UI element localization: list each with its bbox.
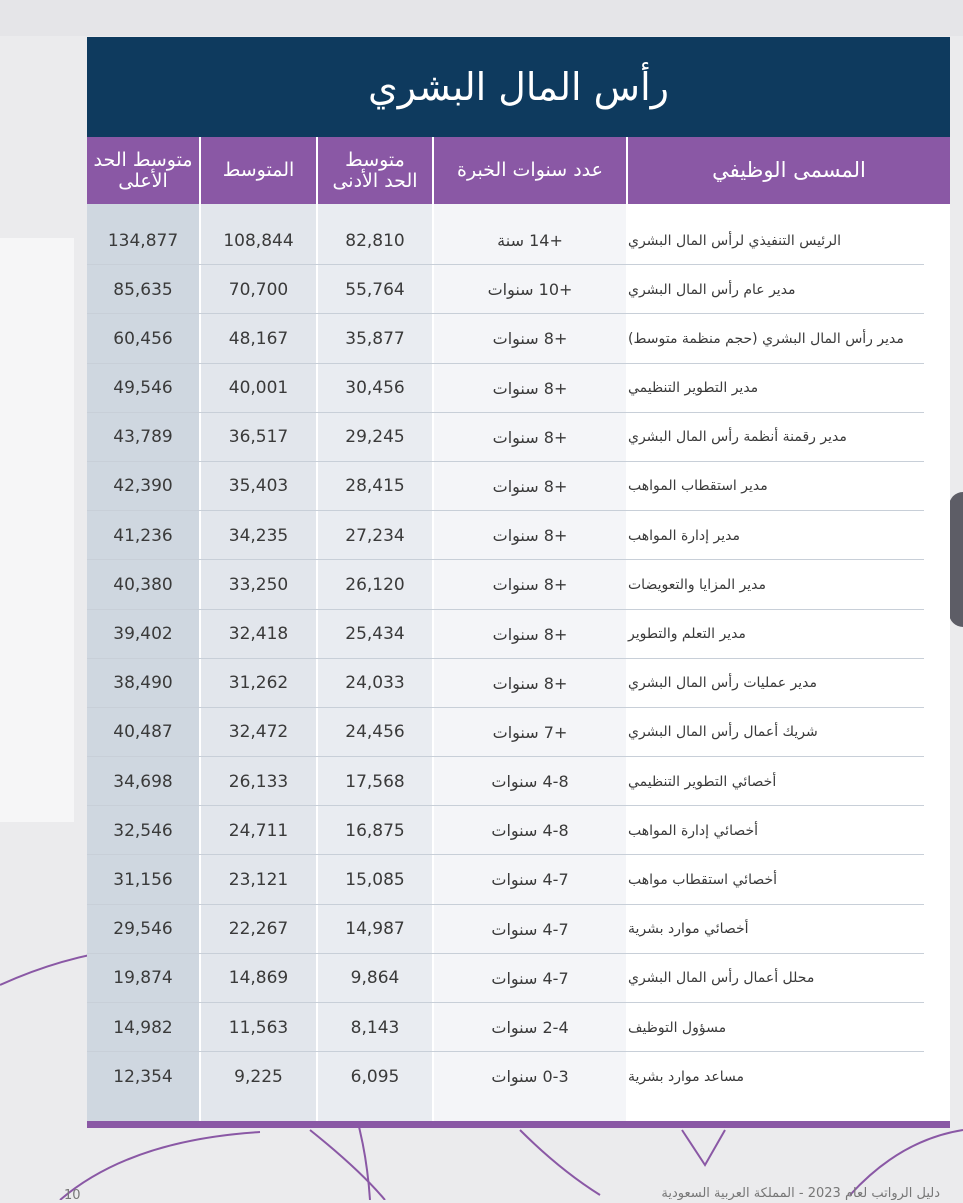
cell-avg-max: 41,236 (113, 525, 173, 546)
table-row (87, 855, 950, 904)
table-row (87, 1052, 950, 1101)
table-row (87, 954, 950, 1003)
table-body (87, 204, 950, 1122)
cell-avg-min: 28,415 (345, 476, 405, 497)
cell-avg-max: 14,982 (113, 1017, 173, 1038)
cell-job-title: مدير رقمنة أنظمة رأس المال البشري (628, 429, 847, 446)
cell-average: 48,167 (228, 328, 289, 349)
cell-avg-max: 38,490 (113, 673, 173, 694)
cell-average: 14,869 (228, 968, 289, 989)
cell-job-title: مدير التطوير التنظيمي (628, 380, 759, 397)
cell-job-title: أخصائي التطوير التنظيمي (628, 773, 777, 790)
cell-average: 26,133 (228, 771, 289, 792)
cell-avg-max: 31,156 (113, 869, 173, 890)
cell-job-title: مسؤول التوظيف (628, 1019, 727, 1036)
table-row (87, 1003, 950, 1052)
page-number: 10 (64, 1188, 81, 1203)
table-row (87, 610, 950, 659)
side-tab (949, 492, 963, 627)
table-row (87, 511, 950, 560)
cell-experience: 4-7 سنوات (491, 968, 569, 988)
cell-job-title: الرئيس التنفيذي لرأس المال البشري (628, 232, 842, 249)
cell-avg-max: 85,635 (113, 279, 173, 300)
bottom-accent-bar (87, 1121, 950, 1128)
cell-avg-max: 29,546 (113, 919, 173, 940)
cell-average: 31,262 (228, 673, 289, 694)
cell-avg-max: 40,380 (113, 574, 173, 595)
cell-avg-min: 9,864 (350, 968, 400, 989)
cell-average: 32,418 (228, 624, 289, 644)
cell-avg-min: 24,033 (345, 673, 405, 694)
cell-experience: +8 سنوات (492, 673, 568, 693)
cell-experience: +14 سنة (497, 231, 563, 250)
cell-job-title: أخصائي موارد بشرية (628, 921, 749, 938)
cell-average: 32,472 (228, 722, 289, 743)
cell-average: 108,844 (223, 230, 294, 251)
cell-experience: 4-8 سنوات (491, 772, 569, 792)
cell-avg-max: 32,546 (113, 820, 173, 841)
cell-experience: +8 سنوات (492, 476, 568, 496)
table-row (87, 757, 950, 806)
salary-table-panel (87, 37, 950, 1129)
cell-experience: +10 سنوات (487, 280, 573, 300)
cell-job-title: مدير عمليات رأس المال البشري (628, 675, 817, 692)
cell-avg-min: 27,234 (345, 525, 405, 546)
cell-job-title: مدير المزايا والتعويضات (628, 576, 767, 593)
cell-avg-min: 15,085 (345, 869, 405, 890)
cell-experience: 4-7 سنوات (491, 870, 569, 890)
cell-average: 22,267 (228, 919, 289, 940)
table-row (87, 413, 950, 462)
table-row (87, 314, 950, 363)
cell-avg-max: 19,874 (113, 968, 173, 989)
header-avg-max: متوسط الحد الأعلى (93, 148, 193, 192)
cell-average: 36,517 (228, 427, 289, 448)
table-title: رأس المال البشري (87, 37, 950, 137)
cell-avg-min: 8,143 (350, 1017, 400, 1038)
cell-experience: 0-3 سنوات (491, 1067, 569, 1087)
cell-job-title: محلل أعمال رأس المال البشري (628, 970, 815, 987)
header-avg-min: متوسط الحد الأدنى (332, 148, 418, 192)
cell-avg-min: 30,456 (345, 378, 405, 399)
cell-average: 23,121 (228, 869, 289, 890)
cell-avg-min: 82,810 (345, 230, 405, 251)
cell-job-title: أخصائي استقطاب مواهب (628, 871, 778, 888)
cell-job-title: أخصائي إدارة المواهب (628, 822, 759, 839)
cell-avg-min: 55,764 (345, 279, 405, 300)
header-average: المتوسط (222, 159, 295, 181)
cell-experience: +7 سنوات (492, 722, 568, 742)
table-row (87, 216, 950, 265)
cell-avg-max: 42,390 (113, 476, 173, 497)
cell-average: 33,250 (228, 574, 289, 595)
cell-avg-min: 6,095 (350, 1066, 400, 1087)
cell-avg-min: 17,568 (345, 771, 405, 792)
cell-experience: +8 سنوات (492, 378, 568, 398)
cell-experience: 4-7 سنوات (491, 919, 569, 939)
cell-average: 34,235 (228, 525, 289, 546)
table-row (87, 462, 950, 511)
cell-avg-max: 40,487 (113, 722, 173, 743)
cell-avg-min: 29,245 (345, 427, 405, 448)
header-job-title: المسمى الوظيفي (712, 158, 866, 182)
cell-experience: 2-4 سنوات (491, 1018, 569, 1037)
cell-avg-max: 39,402 (113, 624, 173, 644)
table-row (87, 560, 950, 609)
cell-avg-min: 24,456 (345, 722, 405, 743)
cell-job-title: مساعد موارد بشرية (628, 1068, 744, 1085)
cell-avg-min: 14,987 (345, 919, 405, 940)
table-header-row (87, 137, 950, 204)
cell-average: 9,225 (234, 1066, 283, 1087)
table-row (87, 659, 950, 708)
cell-experience: +8 سنوات (492, 624, 568, 644)
table-row (87, 364, 950, 413)
table-row (87, 708, 950, 757)
footer-text: دليل الرواتب لعام 2023 - المملكة العربية السعودية (661, 1186, 940, 1200)
cell-avg-max: 134,877 (107, 230, 179, 251)
cell-avg-min: 16,875 (345, 820, 405, 841)
cell-job-title: مدير رأس المال البشري (حجم منظمة متوسط) (628, 330, 904, 347)
cell-avg-max: 12,354 (113, 1066, 173, 1087)
cell-job-title: مدير التعلم والتطوير (628, 626, 746, 642)
table-row (87, 806, 950, 855)
cell-job-title: مدير إدارة المواهب (628, 527, 740, 544)
header-experience: عدد سنوات الخبرة (457, 159, 603, 181)
cell-experience: +8 سنوات (492, 526, 568, 546)
cell-avg-max: 43,789 (113, 427, 173, 448)
cell-avg-max: 60,456 (113, 328, 173, 349)
cell-avg-min: 26,120 (345, 574, 405, 595)
table-row (87, 905, 950, 954)
cell-job-title: مدير استقطاب المواهب (628, 478, 768, 495)
cell-job-title: شريك أعمال رأس المال البشري (628, 724, 818, 741)
cell-avg-max: 49,546 (113, 378, 173, 399)
cell-average: 40,001 (228, 378, 289, 399)
cell-experience: 4-8 سنوات (491, 821, 569, 841)
cell-experience: +8 سنوات (492, 329, 568, 349)
cell-experience: +8 سنوات (492, 575, 568, 595)
cell-avg-min: 35,877 (345, 328, 405, 349)
cell-avg-min: 25,434 (345, 624, 405, 644)
cell-average: 24,711 (228, 820, 289, 841)
table-rows (87, 216, 950, 1101)
cell-average: 11,563 (228, 1017, 289, 1038)
cell-experience: +8 سنوات (492, 427, 568, 447)
cell-average: 35,403 (228, 476, 289, 497)
table-row (87, 265, 950, 314)
cell-job-title: مدير عام رأس المال البشري (628, 281, 796, 298)
cell-average: 70,700 (228, 279, 289, 300)
cell-avg-max: 34,698 (113, 771, 173, 792)
